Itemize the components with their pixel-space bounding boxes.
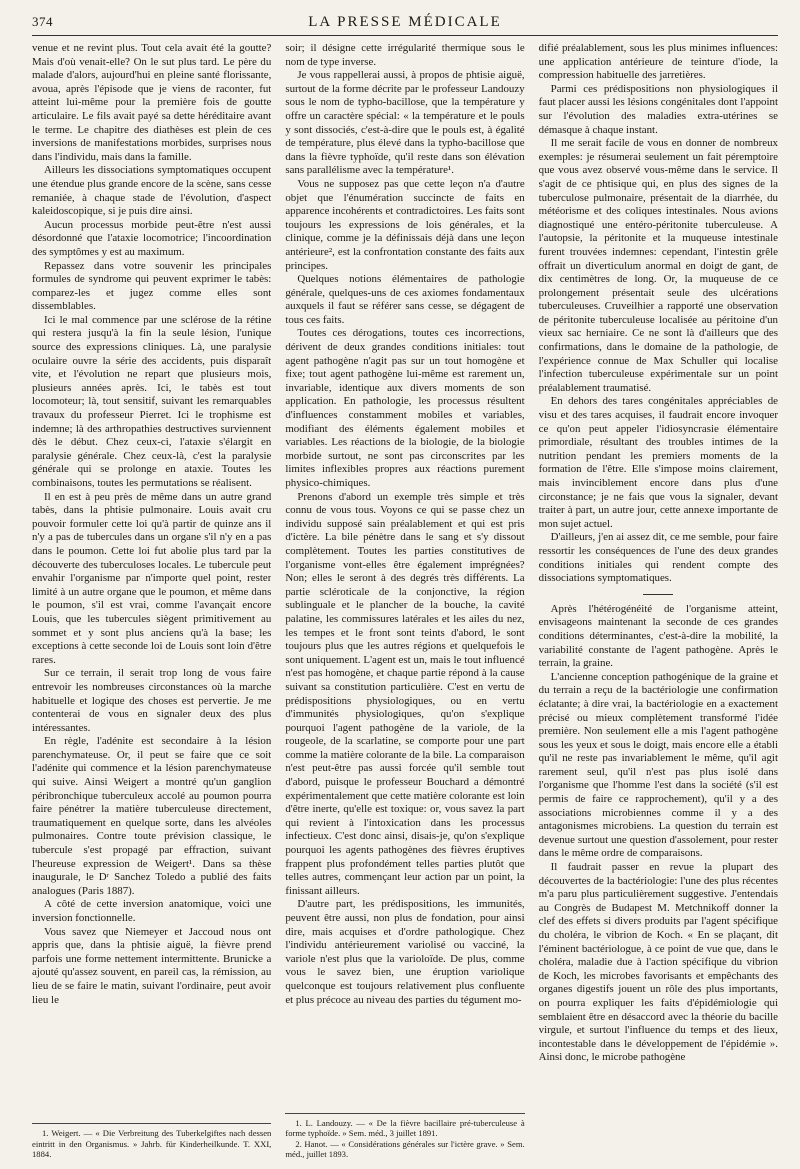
page-number: 374 [32, 14, 53, 29]
paragraph: Ailleurs les dissociations symptomatiques occupent une étendue plus grande encore de la scène, sans cesse remaniée, à chaque stade de l'évolution, d'aspect kaleidoscopique, si je puis dire ainsi. [32, 164, 272, 218]
column-3-body [539, 42, 778, 1160]
column-2-body [285, 42, 524, 1109]
page-header [32, 14, 778, 36]
paragraph: Toutes ces dérogations, toutes ces incorrections, dérivent de deux grandes conditions initiales: tout agent pathogène n'agit pas sur un tout homogène et fixe; tout agent pathogène lui-même est rarement un, invariable, identique aux divers moments de son application. En pathologie, les processus résultent d'influences constamment mobiles et variables, modifiant des éléments également mobiles et variables. Les réactions de la biologie, de la biologie morbide surtout, ne sont pas circonscrites par les limites inflexibles propres aux réactions purement physico-chimiques. [285, 327, 525, 489]
paragraph: Après l'hétérogénéité de l'organisme atteint, envisageons maintenant la seconde de ces grandes conditions déterminantes, c'est-à-dire la mobilité, la variabilité constante de l'agent pathogène. Après le terrain, la graine. [538, 602, 778, 670]
paragraph: venue et ne revint plus. Tout cela avait été la goutte? Mais d'où venait-elle? On le sut plus tard. Le père du malade d'alors, aujourd'hui en pleine santé florissante, avoua, après l'épisode que je viens de raconter, fut atteint lui-même pour la première fois de goutte articulaire. Le fils avait payé sa dette héréditaire avant le terme. Le chapitre des diathèses est plein de ces inversions de manifestations morbides, surprises nous dans l'individu, mais dans la famille. [32, 42, 272, 163]
paragraph: En dehors des tares congénitales appréciables de visu et des tares acquises, il faudrait encore invoquer ce qu'on peut appeler l'idiosyncrasie élémentaire primordiale, résultant des troubles intimes de la nutrition pendant les premiers moments de la formation de l'être. Elle s'impose moins clairement, mais invinciblement encore dans plus d'une circonstance; je ne fais que vous la signaler, devant traiter à part, un autre jour, cette annexe importante de mon sujet actuel. [538, 395, 778, 530]
paragraph: Sur ce terrain, il serait trop long de vous faire entrevoir les nombreuses circonstances où la marche habituelle et logique des choses est pervertie. Je me contenterai de vous en signaler deux des plus intéressantes. [32, 667, 272, 734]
paragraph: Il faudrait passer en revue la plupart des découvertes de la bactériologie: l'une des plus récentes m'a paru plus particulièrement suggestive. J'entendais au Congrès de Budapest M. Metchnikoff donner la clef des effets si divers produits par l'agent spécifique du choléra, le vibrion de Koch. « En se plaçant, dit l'éminent bactériologue, à ce point de vue que, dans le choléra, maladie due à l'action spécifique du vibrion de Koch, les microbes favorisants et empêchants des organes digestifs jouent un rôle des plus importants, on pourra expliquer les faits d'épidémiologie qui semblaient être en désaccord avec la théorie du bacille virgule, et surtout l'influence du temps et des lieux, incontestable dans le développement de l'épidémie ». Ainsi donc, le microbe pathogène [538, 861, 778, 1064]
paragraph: Quelques notions élémentaires de pathologie générale, quelques-uns de ces axiomes fondamentaux auxquels il faut se référer sans cesse, se dégagent de tous ces faits. [285, 273, 525, 326]
paragraph: En règle, l'adénite est secondaire à la lésion parenchymateuse. Or, il peut se faire que ce soit l'adénite qui commence et la lésion parenchymateuse qui suive. Ainsi Weigert a montré qu'un ganglion péribronchique tuberculeux accolé au poumon pourra faire pénétrer la matière tuberculeuse directement, traumatiquement en quelque sorte, dans les alvéoles pulmonaires. Contre toute prévision classique, le tubercule s'est propagé par effraction, suivant l'heureuse expression de Weigert¹. Dans sa thèse inaugurale, le Dʳ Sanchez Toledo a publié des faits analogues (Paris 1887). [32, 735, 272, 897]
paragraph: Vous ne supposez pas que cette leçon n'a d'autre objet que l'énumération succincte de faits en apparence incohérents et contradictoires. Les faits sont toujours les expressions de lois générales, et la clinique, comme je la définissais déjà dans une leçon antérieure², est la confrontation constante des faits aux principes. [285, 177, 525, 272]
column-2 [285, 42, 524, 1160]
paragraph: D'ailleurs, j'en ai assez dit, ce me semble, pour faire ressortir les conséquences de l'une des deux grandes conditions initiales qui rendent compte des dissociations symptomatiques. [538, 531, 778, 585]
paragraph: Il en est à peu près de même dans un autre grand tabès, dans la phtisie pulmonaire. Louis avait cru pouvoir formuler cette loi qu'à partir de quinze ans il n'y a pas de tubercules dans un organe s'il n'y en a pas dans le poumon. Cette loi fut abolie plus tard par la découverte des tuberculoses locales. Le tubercule peut envahir l'organisme par n'importe quel point, rester limité à un autre organe que le poumon, et même dans le poumon, s'il est vrai, comme l'avançait encore Louis, que les tubercules siègent primitivement au sommet et y sont plus anciens qu'à la base; les exceptions à cette seconde loi de Louis sont loin d'être rares. [32, 490, 272, 666]
paragraph: D'autre part, les prédispositions, les immunités, peuvent être aussi, non plus de fondation, pour ainsi dire, mais acquises et d'ordre pathologique. Chez l'individu antérieurement variolisé ou vacciné, la variole n'est plus que la varioloïde. De plus, comme vous le savez bien, une éruption variolique quelconque est toujours relativement plus confluente et plus précoce au niveau des parties du tégument mo- [285, 898, 525, 1006]
paragraph: Je vous rappellerai aussi, à propos de phtisie aiguë, surtout de la forme décrite par le professeur Landouzy sous le nom de typho-bacillose, que la température y offre un caractère spécial: « la température et le pouls y sont dissociés, c'est-à-dire que le pouls est, à égalité de température, plus élevé dans la typho-bacillose que dans la fièvre typhoïde, qu'il reste dans son élévation sans parallélisme avec la température¹. [285, 69, 525, 177]
footnote: 2. Hanot. — « Considérations générales sur l'ictère grave. » Sem. méd., juillet 1893. [285, 1138, 525, 1160]
paragraph: L'ancienne conception pathogénique de la graine et du terrain a reçu de la bactériologie une confirmation éclatante; à dire vrai, la bactériologie en a exactement précisé ou mieux complètement transformé l'idée première. Non seulement elle a mis l'agent pathogène sous les yeux et sous le doigt, mais encore elle a établi qu'il ne reste pas invariablement le même, qu'il agit rarement seul, qu'il n'est pas plus isolé dans l'organisme que l'homme l'est dans la société (s'il est permis de faire ce rapprochement), qu'il y a des associations microbiennes comme il y a des antagonismes microbiens. La question du terrain est devenue surtout une question d'assolement, pour rester dans le même ordre de comparaisons. [538, 670, 778, 860]
column-3 [539, 42, 778, 1160]
journal-title: LA PRESSE MÉDICALE [308, 14, 502, 30]
footnote: 1. Weigert. — « Die Verbreitung des Tuberkelgiftes nach dessen eintritt in den Organismus. » Jahrb. für Kinderheilkunde. T. XXI, 1884. [32, 1128, 272, 1160]
paragraph: Ici le mal commence par une sclérose de la rétine qui restera jusqu'à la fin la seule lésion, l'unique source des expressions cliniques. Là, une paralysie oculaire ouvre la série des accidents, puis disparaît vite, et l'évolution ne repart que plusieurs mois, plusieurs années après. Ici, le tabès est tout locomoteur; là, tout sensitif, suivant les remarquables travaux du professeur Pierret. Ici le trophisme est indemne; là des arthropathies destructives surviennent dès le début. Chez ceux-ci, l'ataxie s'élargit en paralysie générale. Chez ceux-là, c'est la paralysie générale qui se prolonge en ataxie. Toutes les combinaisons, toutes les permutations se réalisent. [32, 313, 272, 489]
column-1-footnotes [32, 1123, 271, 1160]
paragraph: soir; il désigne cette irrégularité thermique sous le nom de type inverse. [285, 42, 525, 68]
paragraph: Il me serait facile de vous en donner de nombreux exemples: je résumerai seulement un fait péremptoire que vous avez observé vous-même dans le service. Il s'agit de ce phtisique qui, en plus des signes de la tuberculose pulmonaire, présentait de la diarrhée, du météorisme et des coliques intestinales. Nous avions diagnostiqué une entéro-péritonite tuberculeuse. A l'autopsie, la péritonite et la muqueuse intestinale furent trouvées indemnes: cependant, l'intestin grêle offrait un diverticulum anormal en doigt de gant, de dix centimètres de long. Or, la muqueuse de ce prolongement présentait seule des ulcérations tuberculeuses. Cruveilhier a rapporté une observation de péritonite tuberculeuse localisée au péritoine d'un vieux sac herniaire. Ce ne sont là d'ailleurs que des confirmations, dans le domaine de la pathologie, de l'expérience connue de Max Schuller qui localise l'infection tuberculeuse expérimentale sur un point préalablement traumatisé. [538, 137, 778, 394]
section-separator [643, 594, 673, 595]
paragraph: A côté de cette inversion anatomique, voici une inversion fonctionnelle. [32, 898, 272, 924]
column-1 [32, 42, 271, 1160]
paragraph: Aucun processus morbide peut-être n'est aussi désordonné que l'ataxie locomotrice; l'incoordination des symptômes y est au maximum. [32, 218, 272, 258]
paragraph: Parmi ces prédispositions non physiologiques il faut placer aussi les lésions congénitales dont l'appoint sur l'évolution des maladies extra-utérines se démasque à chaque instant. [538, 82, 778, 136]
column-1-body [32, 42, 271, 1119]
paragraph: Vous savez que Niemeyer et Jaccoud nous ont appris que, dans la phtisie aiguë, la fièvre prend parfois une forme nettement intermittente. Brunicke a ajouté qu'assez souvent, en pareil cas, la rémission, au lieu de se faire le matin, suivant l'ordinaire, peut avoir lieu le [32, 925, 272, 1006]
footnote: 1. L. Landouzy. — « De la fièvre bacillaire pré-tuberculeuse à forme typhoïde. » Sem. méd., 3 juillet 1891. [285, 1117, 525, 1139]
paragraph: Prenons d'abord un exemple très simple et très connu de vous tous. Voyons ce qui se passe chez un individu supposé sain préalablement et qui est pris d'ictère. La bile pénètre dans le sang et s'y dissout complètement. Toutes les parties constitutives de l'organisme vont-elles être également imprégnées? Non; elles le seront à des degrés très différents. La partie scléroticale de la conjonctive, la région sublinguale et le plancher de la bouche, la cavité palatine, les commissures latérales et les ailes du nez, les tempes et le front sont teints d'abord, le sont toujours plus que les autres régions et quelquefois le sont uniquement. L'agent est un, mais le tout influencé n'est pas homogène, et chaque partie répond à la cause suivant sa constitution particulière. C'est en vertu de prédispositions physiologiques, ou en vertu d'immunités physiologiques, qu'on s'explique pourquoi l'agent pathogène de la variole, de la rougeole, de la scarlatine, se comporte pour une part comme la matière colorante de la bile. La comparaison n'est peut-être pas aussi forcée qu'il semble tout d'abord, puisque le professeur Bouchard a démontré expérimentalement que cette matière colorante est loin d'être inerte, qu'elle est toxique: or, vous savez la part qui revient à l'intoxication dans les processus infectieux. C'est donc ainsi, disais-je, qu'on s'explique pourquoi les agents pathogènes des fièvres éruptives frappent plus profondément telles parties plutôt que telles autres, commençant leur action par un point, la finissant ailleurs. [285, 490, 525, 897]
text-columns [32, 42, 778, 1160]
paragraph: difié préalablement, sous les plus minimes influences: une application antérieure de teinture d'iode, la compression habituelle des jarretières. [538, 42, 778, 82]
paragraph: Repassez dans votre souvenir les principales formules de syndrome qui peuvent exprimer le tabès: comparez-les et jugez comme elles sont dissemblables. [32, 259, 272, 313]
column-2-footnotes [285, 1113, 524, 1160]
